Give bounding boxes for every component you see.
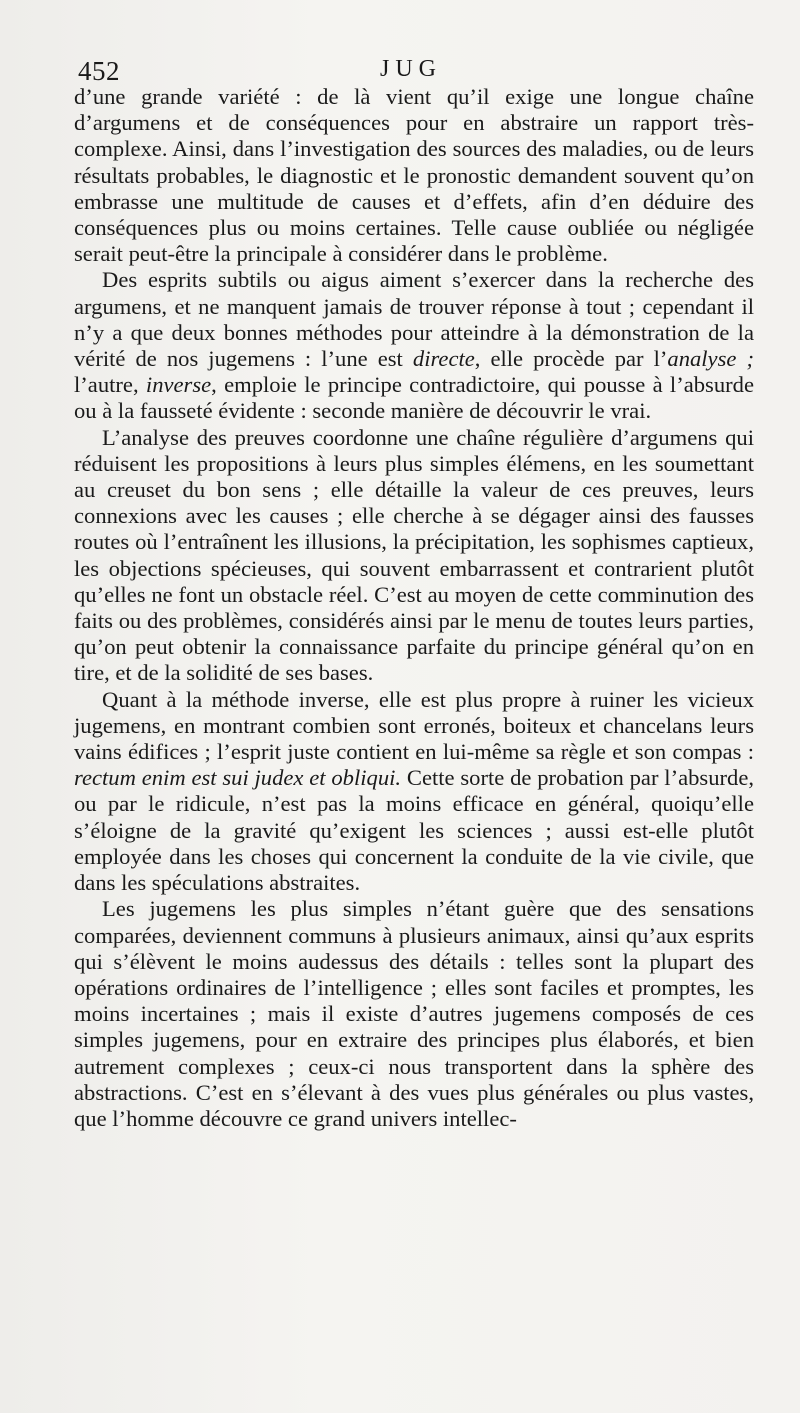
paragraph-4-text-b: Cette sorte de probation par l’absurde, ou par le ridicule, n’est pas la moins efficace en général, quoiqu’elle s’éloigne de la gravité qu’exigent les sciences ; aussi est-elle plutôt employée dans les choses qui concernent la conduite de la vie civile, que dans les spéculations abstraites. xyxy=(74,765,755,896)
paragraph-2-text-c: l’autre, xyxy=(74,372,146,398)
paragraph-3 xyxy=(74,425,754,687)
paragraph-2 xyxy=(74,267,754,424)
paragraph-5 xyxy=(74,896,754,1132)
paragraph-1 xyxy=(74,84,754,267)
italic-analyse: analyse ; xyxy=(667,346,754,372)
paragraph-4-text-a: Quant à la méthode inverse, elle est plus propre à ruiner les vicieux jugemens, en montrant combien sont erronés, boiteux et chancelans leurs vains édifices ; l’esprit juste contient en lui-même sa règle et son compas : xyxy=(74,686,754,765)
paragraph-1-text: d’une grande variété : de là vient qu’il exige une longue chaîne d’argumens et de conséquences pour en abstraire un rapport très-complexe. Ainsi, dans l’investigation des sources des maladies, ou de leurs résultats probables, le diagnostic et le pronostic demandent souvent qu’on embrasse une multitude de causes et d’effets, afin d’en déduire des conséquences plus ou moins certaines. Telle cause oubliée ou négligée serait peut-être la principale à considérer dans le problème. xyxy=(74,84,754,267)
page-number: 452 xyxy=(78,56,120,86)
page-header xyxy=(74,52,754,88)
running-head: JUG xyxy=(380,56,443,82)
paragraph-2-text-a: Des esprits subtils ou aigus aiment s’exercer dans la recherche des argumens, et ne manquent jamais de trouver réponse à tout ; cependant il n’y a que deux bonnes méthodes pour atteindre à la démonstration de la vérité de nos jugemens : l’une est xyxy=(74,267,754,372)
body-text xyxy=(74,84,754,1132)
paragraph-2-text-b: , elle procède par l’ xyxy=(474,346,668,372)
italic-inverse: inverse xyxy=(145,372,212,398)
paragraph-3-text: L’analyse des preuves coordonne une chaîne régulière d’argumens qui réduisent les propositions à leurs plus simples élémens, en les soumettant au creuset du bon sens ; elle détaille la valeur de ces preuves, leurs connexions avec les causes ; elle cherche à se dégager ainsi des fausses routes où l’entraînent les illusions, la précipitation, les sophismes captieux, les objections spécieuses, qui souvent embarrassent et contrarient plutôt qu’elles ne font un obstacle réel. C’est au moyen de cette comminution des faits ou des problèmes, considérés ainsi par le menu de toutes leurs parties, qu’on peut obtenir la connaissance parfaite du principe général qu’on en tire, et de la solidité de ses bases. xyxy=(74,424,754,686)
paragraph-4 xyxy=(74,687,754,897)
italic-directe: directe xyxy=(412,346,475,372)
paragraph-5-text: Les jugemens les plus simples n’étant guère que des sensations comparées, deviennent communs à plusieurs animaux, ainsi qu’aux esprits qui s’élèvent le moins audessus des détails : telles sont la plupart des opérations ordinaires de l’intelligence ; elles sont faciles et promptes, les moins incertaines ; mais il existe d’autres jugemens composés de ces simples jugemens, pour en extraire des principes plus élaborés, et bien autrement complexes ; ceux-ci nous transportent dans la sphère des abstractions. C’est en s’élevant à des vues plus générales ou plus vastes, que l’homme découvre ce grand univers intellec- xyxy=(74,896,754,1131)
italic-latin-quote: rectum enim est sui judex et obliqui. xyxy=(74,765,402,791)
paragraph-2-text-d: , emploie le principe contradictoire, qui pousse à l’absurde ou à la fausseté évidente : seconde manière de découvrir le vrai. xyxy=(74,372,754,424)
